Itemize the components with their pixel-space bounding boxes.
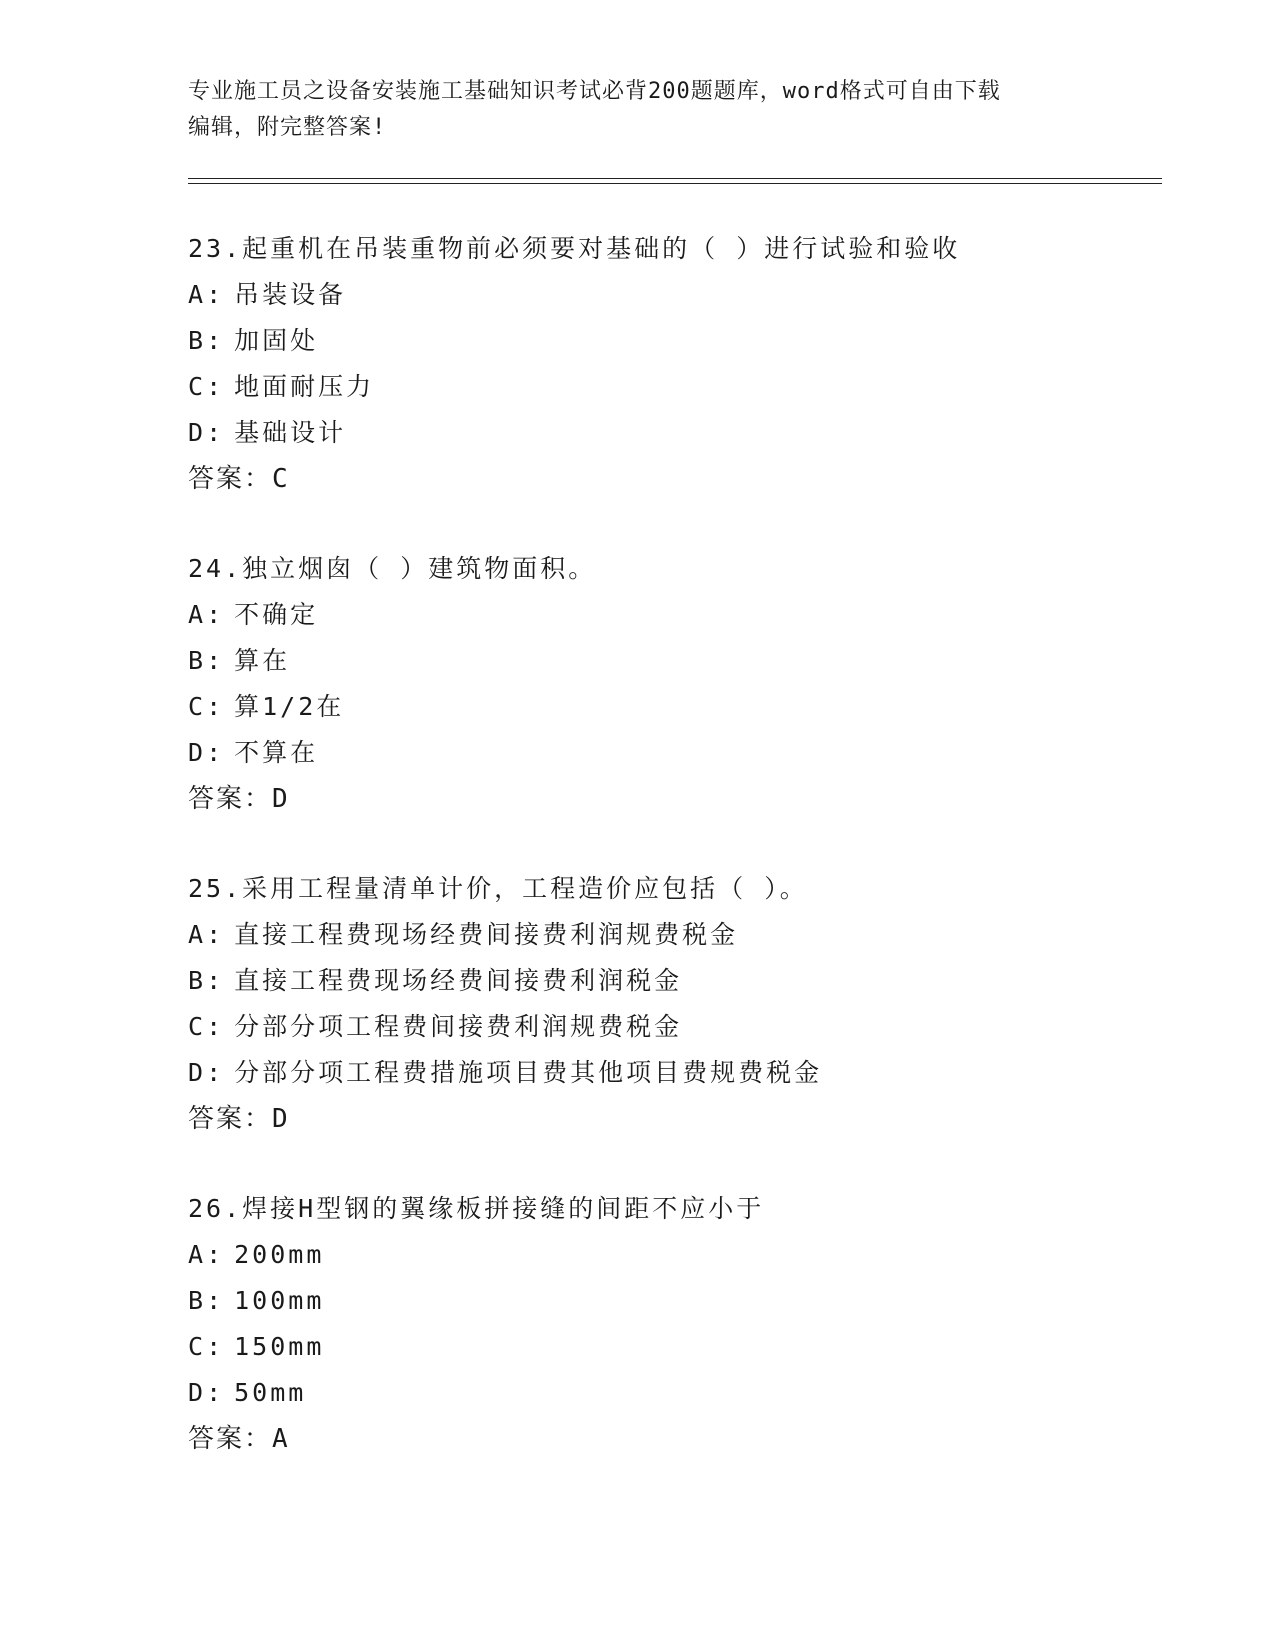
option-letter: C [188,372,207,401]
answer-label: 答案： [188,1424,273,1454]
document-header [188,74,1088,146]
option-text: 直接工程费现场经费间接费利润规费税金 [234,920,739,949]
option-text: 分部分项工程费间接费利润规费税金 [234,1012,683,1041]
option-text: 地面耐压力 [234,372,375,401]
answer-label: 答案： [188,1104,273,1134]
option-letter: D [188,1058,207,1087]
answer-value: D [272,784,290,814]
question-block [188,866,1168,1142]
option-b: B: 直接工程费现场经费间接费利润税金 [188,958,1168,1004]
question-stem: 26.焊接H型钢的翼缘板拼接缝的间距不应小于 [188,1194,765,1223]
answer-line [188,1416,1168,1462]
option-a: A: 200mm [188,1232,1168,1278]
option-letter: A [188,1240,207,1269]
option-text: 200mm [234,1240,325,1269]
answer-line [188,456,1168,502]
option-c: C: 150mm [188,1324,1168,1370]
option-letter: D [188,738,207,767]
option-a: A: 不确定 [188,592,1168,638]
option-text: 分部分项工程费措施项目费其他项目费规费税金 [234,1058,823,1087]
option-text: 吊装设备 [234,280,347,309]
option-d: D: 基础设计 [188,410,1168,456]
option-c: C: 地面耐压力 [188,364,1168,410]
header-divider-top [188,178,1162,179]
option-letter: B [188,326,207,355]
option-d: D: 不算在 [188,730,1168,776]
option-letter: C [188,692,207,721]
option-letter: B [188,1286,207,1315]
option-text: 算1/2在 [234,692,345,721]
option-letter: D [188,1378,207,1407]
option-text: 加固处 [234,326,319,355]
option-a: A: 直接工程费现场经费间接费利润规费税金 [188,912,1168,958]
option-text: 基础设计 [234,418,347,447]
question-block [188,226,1168,502]
answer-label: 答案： [188,784,273,814]
question-stem: 24.独立烟囱（ ）建筑物面积。 [188,554,597,583]
header-line-2: 编辑，附完整答案! [188,115,387,140]
answer-value: D [272,1104,290,1134]
option-text: 直接工程费现场经费间接费利润税金 [234,966,683,995]
option-text: 150mm [234,1332,325,1361]
answer-value: A [272,1424,290,1454]
option-text: 算在 [234,646,291,675]
option-text: 50mm [234,1378,307,1407]
option-letter: A [188,600,207,629]
question-block [188,1186,1168,1462]
header-divider-bottom [188,183,1162,184]
option-d: D: 分部分项工程费措施项目费其他项目费规费税金 [188,1050,1168,1096]
option-b: B: 算在 [188,638,1168,684]
option-letter: C [188,1332,207,1361]
question-stem: 25.采用工程量清单计价，工程造价应包括（ ）。 [188,874,808,903]
option-letter: A [188,280,207,309]
question-block [188,546,1168,822]
option-c: C: 分部分项工程费间接费利润规费税金 [188,1004,1168,1050]
answer-label: 答案： [188,464,273,494]
option-letter: D [188,418,207,447]
header-line-1: 专业施工员之设备安装施工基础知识考试必背200题题库，word格式可自由下载 [188,79,1001,104]
option-letter: B [188,646,207,675]
option-b: B: 加固处 [188,318,1168,364]
option-letter: A [188,920,207,949]
option-text: 不算在 [234,738,319,767]
option-c: C: 算1/2在 [188,684,1168,730]
option-text: 100mm [234,1286,325,1315]
answer-line [188,776,1168,822]
option-a: A: 吊装设备 [188,272,1168,318]
option-d: D: 50mm [188,1370,1168,1416]
option-letter: B [188,966,207,995]
option-b: B: 100mm [188,1278,1168,1324]
option-letter: C [188,1012,207,1041]
option-text: 不确定 [234,600,319,629]
answer-value: C [272,464,290,494]
question-stem: 23.起重机在吊装重物前必须要对基础的（ ）进行试验和验收 [188,234,961,263]
answer-line [188,1096,1168,1142]
